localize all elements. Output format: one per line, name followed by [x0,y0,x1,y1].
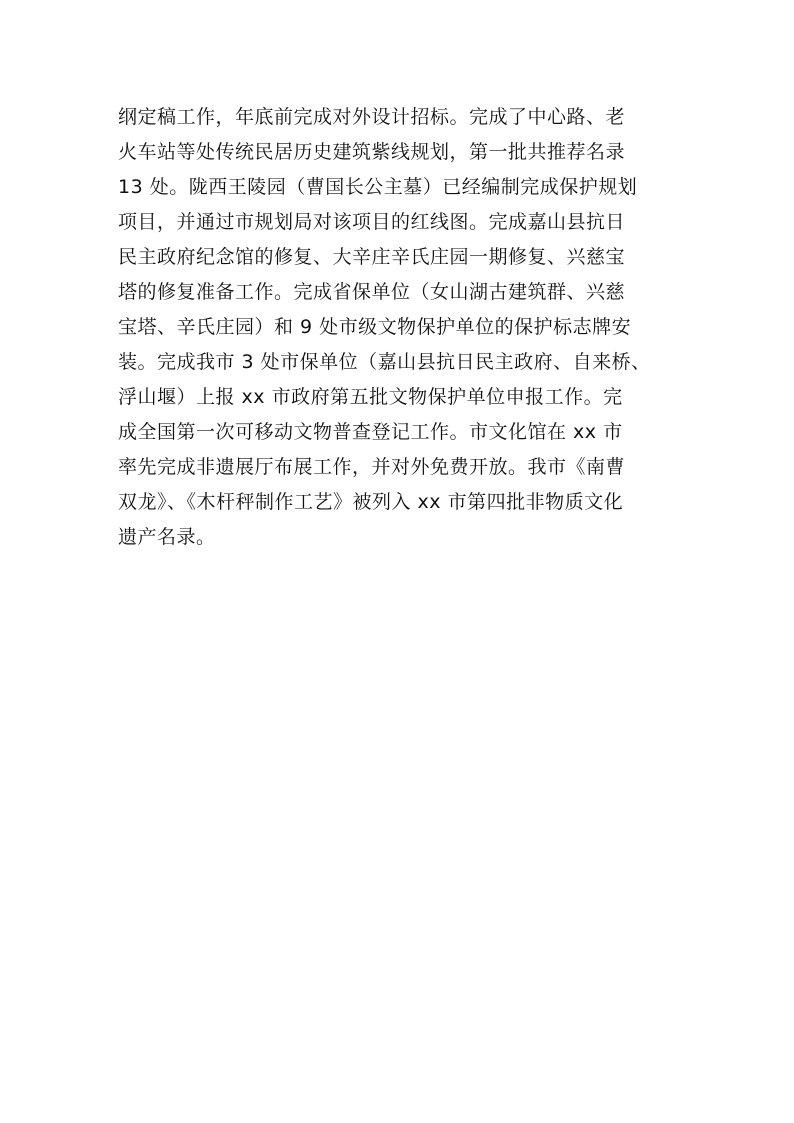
text-line: 民主政府纪念馆的修复、大辛庄辛氏庄园一期修复、兴慈宝 [118,246,626,268]
text-line: 装。完成我市 3 处市保单位（嘉山县抗日民主政府、自来桥、 [118,351,651,373]
text-line: 成全国第一次可移动文物普查登记工作。市文化馆在 xx 市 [118,421,623,443]
text-line: 纲定稿工作，年底前完成对外设计招标。完成了中心路、老 [118,106,626,128]
text-line: 火车站等处传统民居历史建筑紫线规划，第一批共推荐名录 [118,141,626,163]
text-line: 13 处。陇西王陵园（曹国长公主墓）已经编制完成保护规划 [118,176,638,198]
body-paragraph [118,100,678,555]
text-line: 塔的修复准备工作。完成省保单位（女山湖古建筑群、兴慈 [118,281,626,303]
text-line: 浮山堰）上报 xx 市政府第五批文物保护单位申报工作。完 [118,386,623,408]
text-line: 遗产名录。 [118,526,216,548]
text-line: 宝塔、辛氏庄园）和 9 处市级文物保护单位的保护标志牌安 [118,316,632,338]
text-line: 双龙》、《木杆秤制作工艺》被列入 xx 市第四批非物质文化 [118,491,624,513]
text-line: 率先完成非遗展厅布展工作，并对外免费开放。我市《南曹 [118,456,626,478]
text-line: 项目，并通过市规划局对该项目的红线图。完成嘉山县抗日 [118,211,626,233]
